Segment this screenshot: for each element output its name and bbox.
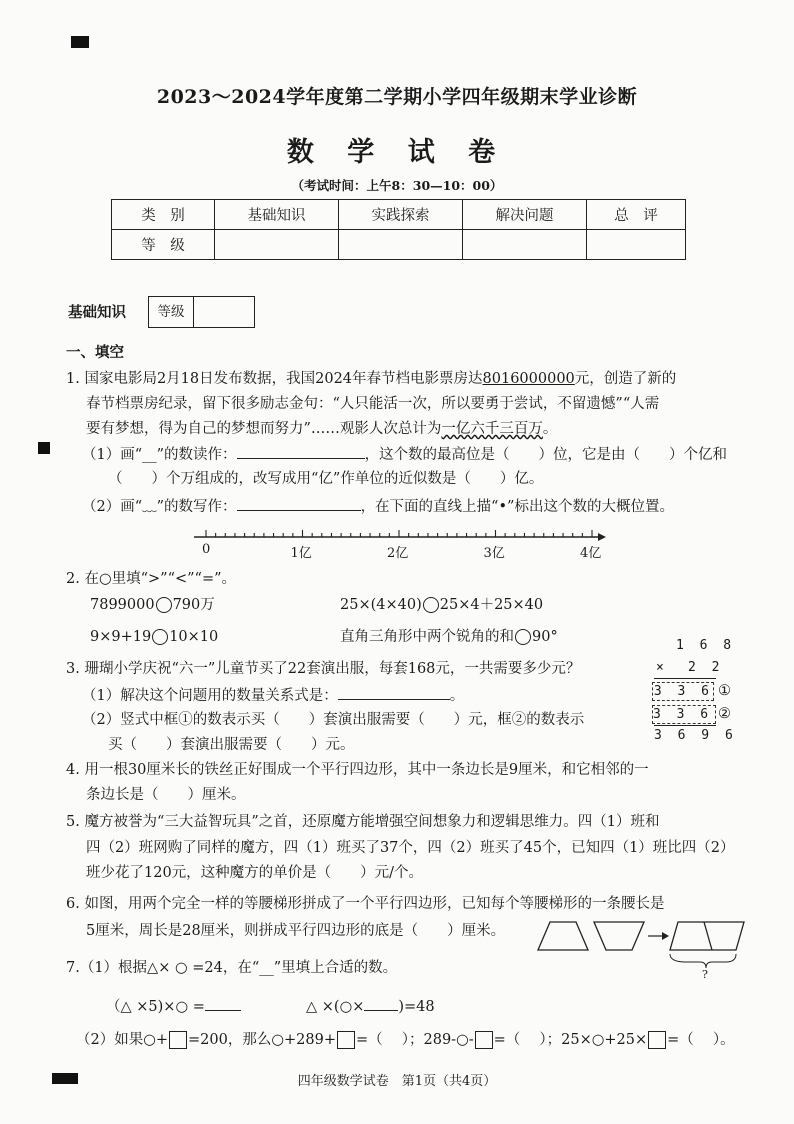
audience-count: 一亿六千三百万 <box>441 421 543 437</box>
calc-top: 1 6 8 <box>676 638 736 653</box>
calc-rule <box>654 678 716 679</box>
table-row <box>112 230 686 260</box>
q7-sub2: （2）如果○+ =200，那么○+289+ =（ ）；289-○- =（ ）；25×○+25× =（ ）。 <box>76 1032 735 1048</box>
calc-times: × <box>656 660 668 675</box>
scan-mark-top-left <box>71 36 89 48</box>
calc-box-1: 3 3 6 <box>653 684 713 699</box>
compare-circle[interactable] <box>156 597 172 613</box>
calc-label-1: ① <box>718 683 731 699</box>
q3-sub2-cont: 买（ ）套演出服需要（ ）元。 <box>108 737 355 753</box>
grade-cell[interactable] <box>339 230 463 260</box>
q6-line1: 6. 如图，用两个完全一样的等腰梯形拼成了一个平行四边形，已知每个等腰梯形的一条腰长是 <box>66 896 665 912</box>
page-title: 数 学 试 卷 <box>286 137 508 168</box>
part-title: 一、填空 <box>66 344 124 361</box>
q4-line2: 条边长是（ ）厘米。 <box>86 787 246 803</box>
compare-circle[interactable] <box>423 597 439 613</box>
table-cell: 类 别 <box>112 200 215 230</box>
grade-cell[interactable] <box>463 230 587 260</box>
grade-cell[interactable] <box>587 230 686 260</box>
q1-sub1-cont: （ ）个万组成的，改写成用“亿”作单位的近似数是（ ）亿。 <box>108 471 544 487</box>
q1-sub2: （2）画“﹏”的数写作： ，在下面的直线上描“•”标出这个数的大概位置。 <box>82 496 674 517</box>
answer-blank[interactable] <box>338 685 450 700</box>
q7-eq2: △ ×(○× )=48 <box>306 996 435 1017</box>
square-symbol <box>169 1031 187 1049</box>
axis-label: 1亿 <box>290 546 312 561</box>
exam-header: 2023～2024学年度第二学期小学四年级期末学业诊断 <box>156 86 638 108</box>
q2-item-a: 7899000 790万 <box>90 597 215 613</box>
q3-sub1: （1）解决这个问题用的数量关系式是： 。 <box>82 685 464 706</box>
grade-cell[interactable] <box>215 230 339 260</box>
axis-label: 4亿 <box>580 546 602 561</box>
scan-mark-left <box>38 442 50 454</box>
q3-stem: 3. 珊瑚小学庆祝“六一”儿童节买了22套演出服，每套168元，一共需要多少元？ <box>66 661 581 677</box>
answer-blank[interactable] <box>237 496 361 511</box>
table-cell: 等 级 <box>112 230 215 260</box>
square-symbol <box>475 1031 493 1049</box>
square-symbol <box>337 1031 355 1049</box>
axis-label: 3亿 <box>483 546 505 561</box>
calc-rule <box>654 725 716 726</box>
calc-result: 3 6 9 6 <box>654 728 737 743</box>
q1-sub1: （1）画“__”的数读作： ，这个数的最高位是（ ）位，它是由（ ）个亿和 <box>82 444 727 465</box>
q2-item-b: 25×(4×40) 25×4＋25×40 <box>340 597 544 613</box>
grade-label: 等级 <box>149 297 194 327</box>
section-title: 基础知识 <box>68 304 126 321</box>
q7-sub1: 7.（1）根据△× ○ =24，在“__”里填上合适的数。 <box>66 960 398 976</box>
compare-circle[interactable] <box>152 629 168 645</box>
answer-blank[interactable] <box>364 996 398 1011</box>
square-symbol <box>648 1031 666 1049</box>
calc-second: 2 2 <box>688 660 724 675</box>
q5-line2: 四（2）班网购了同样的魔方，四（1）班买了37个，四（2）班买了45个，已知四（1）班比四（2） <box>86 840 735 856</box>
q7-eq1: （△ ×5)×○ = <box>106 996 241 1017</box>
calc-label-2: ② <box>718 706 731 722</box>
table-cell: 实践探索 <box>339 200 463 230</box>
axis-label: 0 <box>202 542 211 557</box>
q5-line3: 班少花了120元，这种魔方的单价是（ ）元/个。 <box>86 865 424 881</box>
q1-line2: 春节档票房纪录，留下很多励志金句：“人只能活一次，所以要勇于尝试，不留遗憾”“人需 <box>86 396 660 412</box>
page-footer: 四年级数学试卷 第1页（共4页） <box>297 1074 497 1089</box>
q2-item-d: 直角三角形中两个锐角的和 90° <box>340 629 558 645</box>
calc-box-2: 3 3 6 <box>652 705 716 724</box>
compare-circle[interactable] <box>515 629 531 645</box>
q5-line1: 5. 魔方被誉为“三大益智玩具”之首，还原魔方能增强空间想象力和逻辑思维力。四（1）班和 <box>66 814 660 830</box>
trapezoid-figure <box>536 920 754 984</box>
q2-item-c: 9×9+19 10×10 <box>90 629 219 645</box>
score-table <box>111 199 686 260</box>
q6-line2: 5厘米，周长是28厘米，则拼成平行四边形的底是（ ）厘米。 <box>86 923 506 939</box>
table-cell: 解决问题 <box>463 200 587 230</box>
table-row <box>112 200 686 230</box>
answer-blank[interactable] <box>237 444 365 459</box>
section-grade-box <box>148 296 255 328</box>
unknown-base-mark: ? <box>702 968 708 981</box>
exam-time: （考试时间：上午8：30—10：00） <box>291 178 503 193</box>
answer-blank[interactable] <box>205 996 241 1011</box>
axis-label: 2亿 <box>387 546 409 561</box>
q2-stem: 2. 在○里填“>”“<”“=”。 <box>66 571 237 587</box>
q3-sub2: （2）竖式中框①的数表示买（ ）套演出服需要（ ）元，框②的数表示 <box>82 712 585 728</box>
grade-field[interactable] <box>195 297 254 327</box>
q1-line1: 1. 国家电影局2月18日发布数据，我国2024年春节档电影票房达8016000000元，创造了新的 <box>66 371 677 387</box>
table-cell: 基础知识 <box>215 200 339 230</box>
q1-line3: 要有梦想，得为自己的梦想而努力”……观影人次总计为一亿六千三百万。 <box>86 421 558 437</box>
q4-line1: 4. 用一根30厘米长的铁丝正好围成一个平行四边形，其中一条边长是9厘米，和它相邻的一 <box>66 762 649 778</box>
table-cell: 总 评 <box>587 200 686 230</box>
box-office-amount: 8016000000 <box>482 371 575 387</box>
axis-labels <box>190 542 610 562</box>
